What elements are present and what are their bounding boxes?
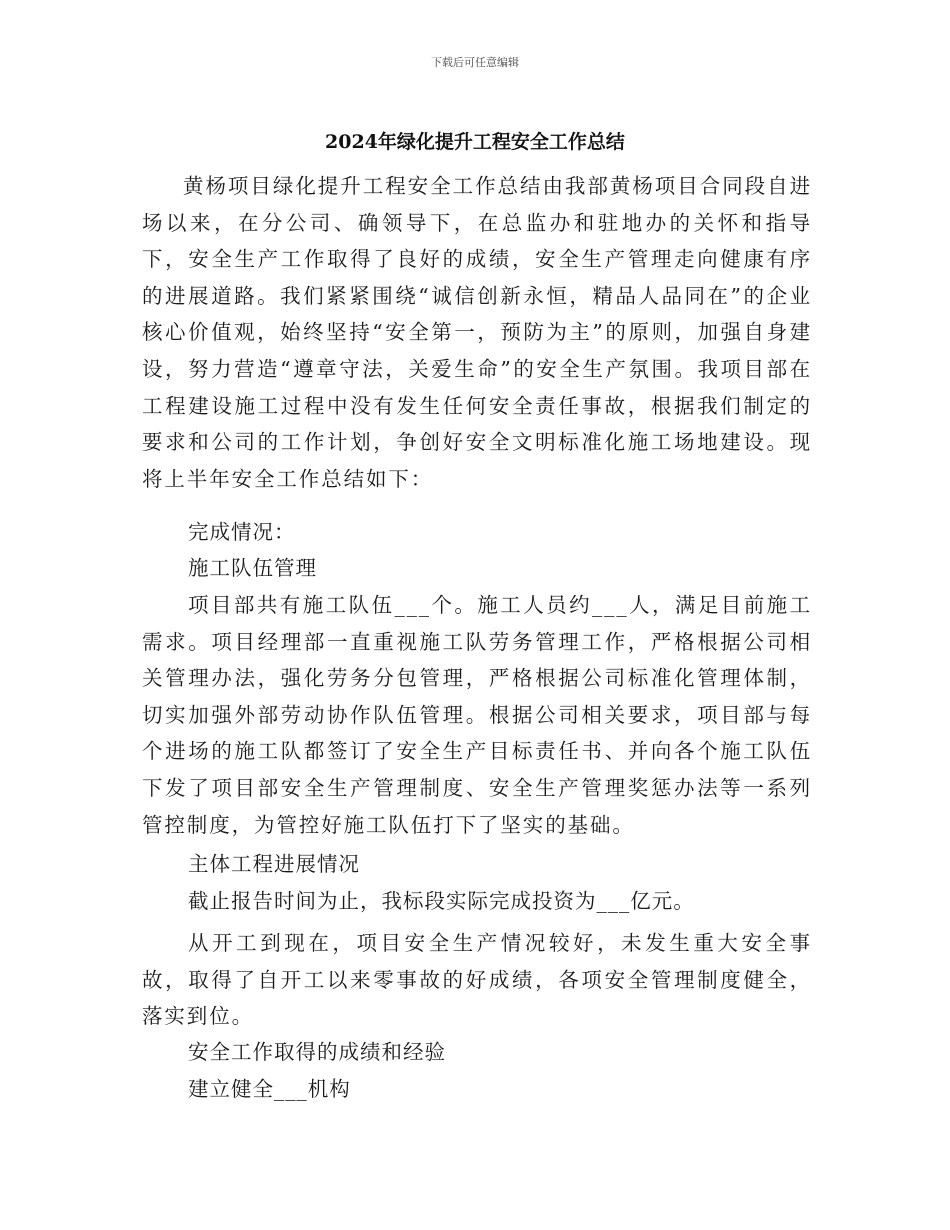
heading-organization: 建立健全___机构 — [188, 1077, 351, 1101]
investment-paragraph: 截止报告时间为止，我标段实际完成投资为___亿元。 — [188, 889, 695, 913]
heading-progress: 主体工程进展情况 — [188, 852, 360, 876]
heading-achievements: 安全工作取得的成绩和经验 — [188, 1040, 446, 1064]
safety-status-paragraph: 从开工到现在，项目安全生产情况较好，未发生重大安全事故，取得了自开工以来零事故的好成绩，各项安全管理制度健全，落实到位。 — [142, 931, 812, 1029]
document-title: 2024年绿化提升工程安全工作总结 — [325, 131, 625, 153]
heading-completion: 完成情况： — [188, 520, 296, 544]
team-management-paragraph: 项目部共有施工队伍___个。施工人员约___人，满足目前施工需求。项目经理部一直重视施工队劳务管理工作，严格根据公司相关管理办法，强化劳务分包管理，严格根据公司标准化管理体制，切实加强外部劳动协作队伍管理。根据公司相关要求，项目部与每个进场的施工队都签订了安全生产目标责任书、并向各个施工队伍下发了项目部安全生产管理制度、安全生产管理奖惩办法等一系列管控制度，为管控好施工队伍打下了坚实的基础。 — [142, 593, 812, 837]
header-note: 下载后可任意编辑 — [431, 56, 519, 69]
heading-team-management: 施工队伍管理 — [188, 556, 317, 580]
intro-paragraph: 黄杨项目绿化提升工程安全工作总结由我部黄杨项目合同段自进场以来，在分公司、确领导下，在总监办和驻地办的关怀和指导下，安全生产工作取得了良好的成绩，安全生产管理走向健康有序的进展道路。我们紧紧围绕“诚信创新永恒，精品人品同在”的企业核心价值观，始终坚持“安全第一，预防为主”的原则，加强自身建设，努力营造“遵章守法，关爱生命”的安全生产氛围。我项目部在工程建设施工过程中没有发生任何安全责任事故，根据我们制定的要求和公司的工作计划，争创好安全文明标准化施工场地建设。现将上半年安全工作总结如下： — [142, 174, 812, 491]
